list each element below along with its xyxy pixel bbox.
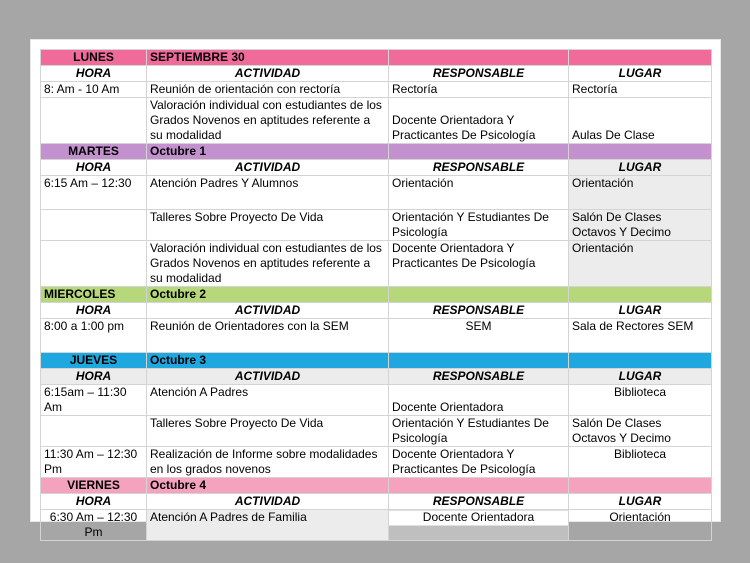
table-row: [41, 82, 712, 98]
cell-actividad: Talleres Sobre Proyecto De Vida: [147, 416, 389, 447]
day-header-lunes: [41, 50, 712, 66]
cell-actividad: Valoración individual con estudiantes de los Grados Novenos en aptitudes referente a su modalidad: [147, 241, 389, 287]
header-responsable: RESPONSABLE: [389, 66, 569, 82]
cell-responsable: Rectoría: [389, 82, 569, 98]
table-row: [41, 98, 712, 144]
cell-responsable: Orientación: [389, 176, 569, 210]
day-header-viernes: [41, 478, 712, 494]
cell-lugar: Orientación: [569, 510, 712, 541]
cell-hora: [41, 98, 147, 144]
day-header-jueves: [41, 353, 712, 369]
cell-actividad: Reunión de orientación con rectoría: [147, 82, 389, 98]
cell-actividad: Atención A Padres de Familia: [147, 510, 389, 541]
cell-responsable: SEM: [389, 319, 569, 353]
cell-actividad: Talleres Sobre Proyecto De Vida: [147, 210, 389, 241]
cell-lugar: Orientación: [569, 176, 712, 210]
day-name: JUEVES: [41, 353, 147, 369]
cell-actividad: Valoración individual con estudiantes de los Grados Novenos en aptitudes referente a su modalidad: [147, 98, 389, 144]
cell-hora: 6:15 Am – 12:30: [41, 176, 147, 210]
cell-responsable: Docente Orientadora Y Practicantes De Psicología: [389, 447, 569, 478]
cell-hora: [41, 210, 147, 241]
header-hora: HORA: [41, 369, 147, 385]
day-date: Octubre 2: [147, 287, 389, 303]
day-date: Octubre 4: [147, 478, 389, 494]
table-row: [41, 176, 712, 210]
header-hora: HORA: [41, 303, 147, 319]
header-hora: HORA: [41, 494, 147, 510]
header-actividad: ACTIVIDAD: [147, 160, 389, 176]
header-hora: HORA: [41, 160, 147, 176]
cell-hora: 6:30 Am – 12:30 Pm: [41, 510, 147, 541]
day-name: VIERNES: [41, 478, 147, 494]
header-hora: HORA: [41, 66, 147, 82]
cell-responsable: Docente Orientadora Y Practicantes De Psicología: [389, 98, 569, 144]
cell-hora: 8:00 a 1:00 pm: [41, 319, 147, 353]
table-row: [41, 447, 712, 478]
cell-lugar: Orientación: [569, 241, 712, 287]
header-lugar: LUGAR: [569, 66, 712, 82]
cell-hora: 6:15am – 11:30 Am: [41, 385, 147, 416]
cell-actividad: Atención Padres Y Alumnos: [147, 176, 389, 210]
table-row: [41, 210, 712, 241]
column-header-row: [41, 66, 712, 82]
cell-hora: 8: Am - 10 Am: [41, 82, 147, 98]
column-header-row: [41, 303, 712, 319]
column-header-row: [41, 369, 712, 385]
cell-lugar: Biblioteca: [569, 385, 712, 416]
cell-lugar: Sala de Rectores SEM: [569, 319, 712, 353]
header-responsable: RESPONSABLE: [389, 303, 569, 319]
header-lugar: LUGAR: [569, 369, 712, 385]
cell-hora: [41, 416, 147, 447]
table-row: [41, 385, 712, 416]
cell-actividad: Atención A Padres: [147, 385, 389, 416]
header-responsable: RESPONSABLE: [389, 494, 569, 510]
cell-lugar: Aulas De Clase: [569, 98, 712, 144]
cell-actividad: Reunión de Orientadores con la SEM: [147, 319, 389, 353]
cell-responsable: Orientación Y Estudiantes De Psicología: [389, 416, 569, 447]
header-lugar: LUGAR: [569, 494, 712, 510]
day-date: Octubre 1: [147, 144, 389, 160]
schedule-table: [40, 49, 712, 541]
day-date: SEPTIEMBRE 30: [147, 50, 389, 66]
cell-responsable: Docente Orientadora: [389, 510, 569, 541]
table-row: [41, 241, 712, 287]
day-header-martes: [41, 144, 712, 160]
day-name: MARTES: [41, 144, 147, 160]
table-row: [41, 416, 712, 447]
cell-responsable: Orientación Y Estudiantes De Psicología: [389, 210, 569, 241]
header-responsable: RESPONSABLE: [389, 369, 569, 385]
header-lugar: LUGAR: [569, 303, 712, 319]
cell-responsable: Docente Orientadora: [389, 385, 569, 416]
column-header-row: [41, 494, 712, 510]
cell-lugar: Rectoría: [569, 82, 712, 98]
header-actividad: ACTIVIDAD: [147, 369, 389, 385]
day-date: Octubre 3: [147, 353, 389, 369]
cell-lugar: Biblioteca: [569, 447, 712, 478]
table-row: [41, 319, 712, 353]
table-row: [41, 510, 712, 541]
column-header-row: [41, 160, 712, 176]
cell-lugar: Salón De Clases Octavos Y Decimo: [569, 210, 712, 241]
header-actividad: ACTIVIDAD: [147, 66, 389, 82]
cell-actividad: Realización de Informe sobre modalidades en los grados novenos: [147, 447, 389, 478]
header-responsable: RESPONSABLE: [389, 160, 569, 176]
cell-responsable: Docente Orientadora Y Practicantes De Psicología: [389, 241, 569, 287]
day-name: LUNES: [41, 50, 147, 66]
cell-hora: 11:30 Am – 12:30 Pm: [41, 447, 147, 478]
cell-hora: [41, 241, 147, 287]
day-name: MIERCOLES: [41, 287, 147, 303]
cell-lugar: Salón De Clases Octavos Y Decimo: [569, 416, 712, 447]
day-header-miercoles: [41, 287, 712, 303]
header-actividad: ACTIVIDAD: [147, 494, 389, 510]
header-actividad: ACTIVIDAD: [147, 303, 389, 319]
header-lugar: LUGAR: [569, 160, 712, 176]
